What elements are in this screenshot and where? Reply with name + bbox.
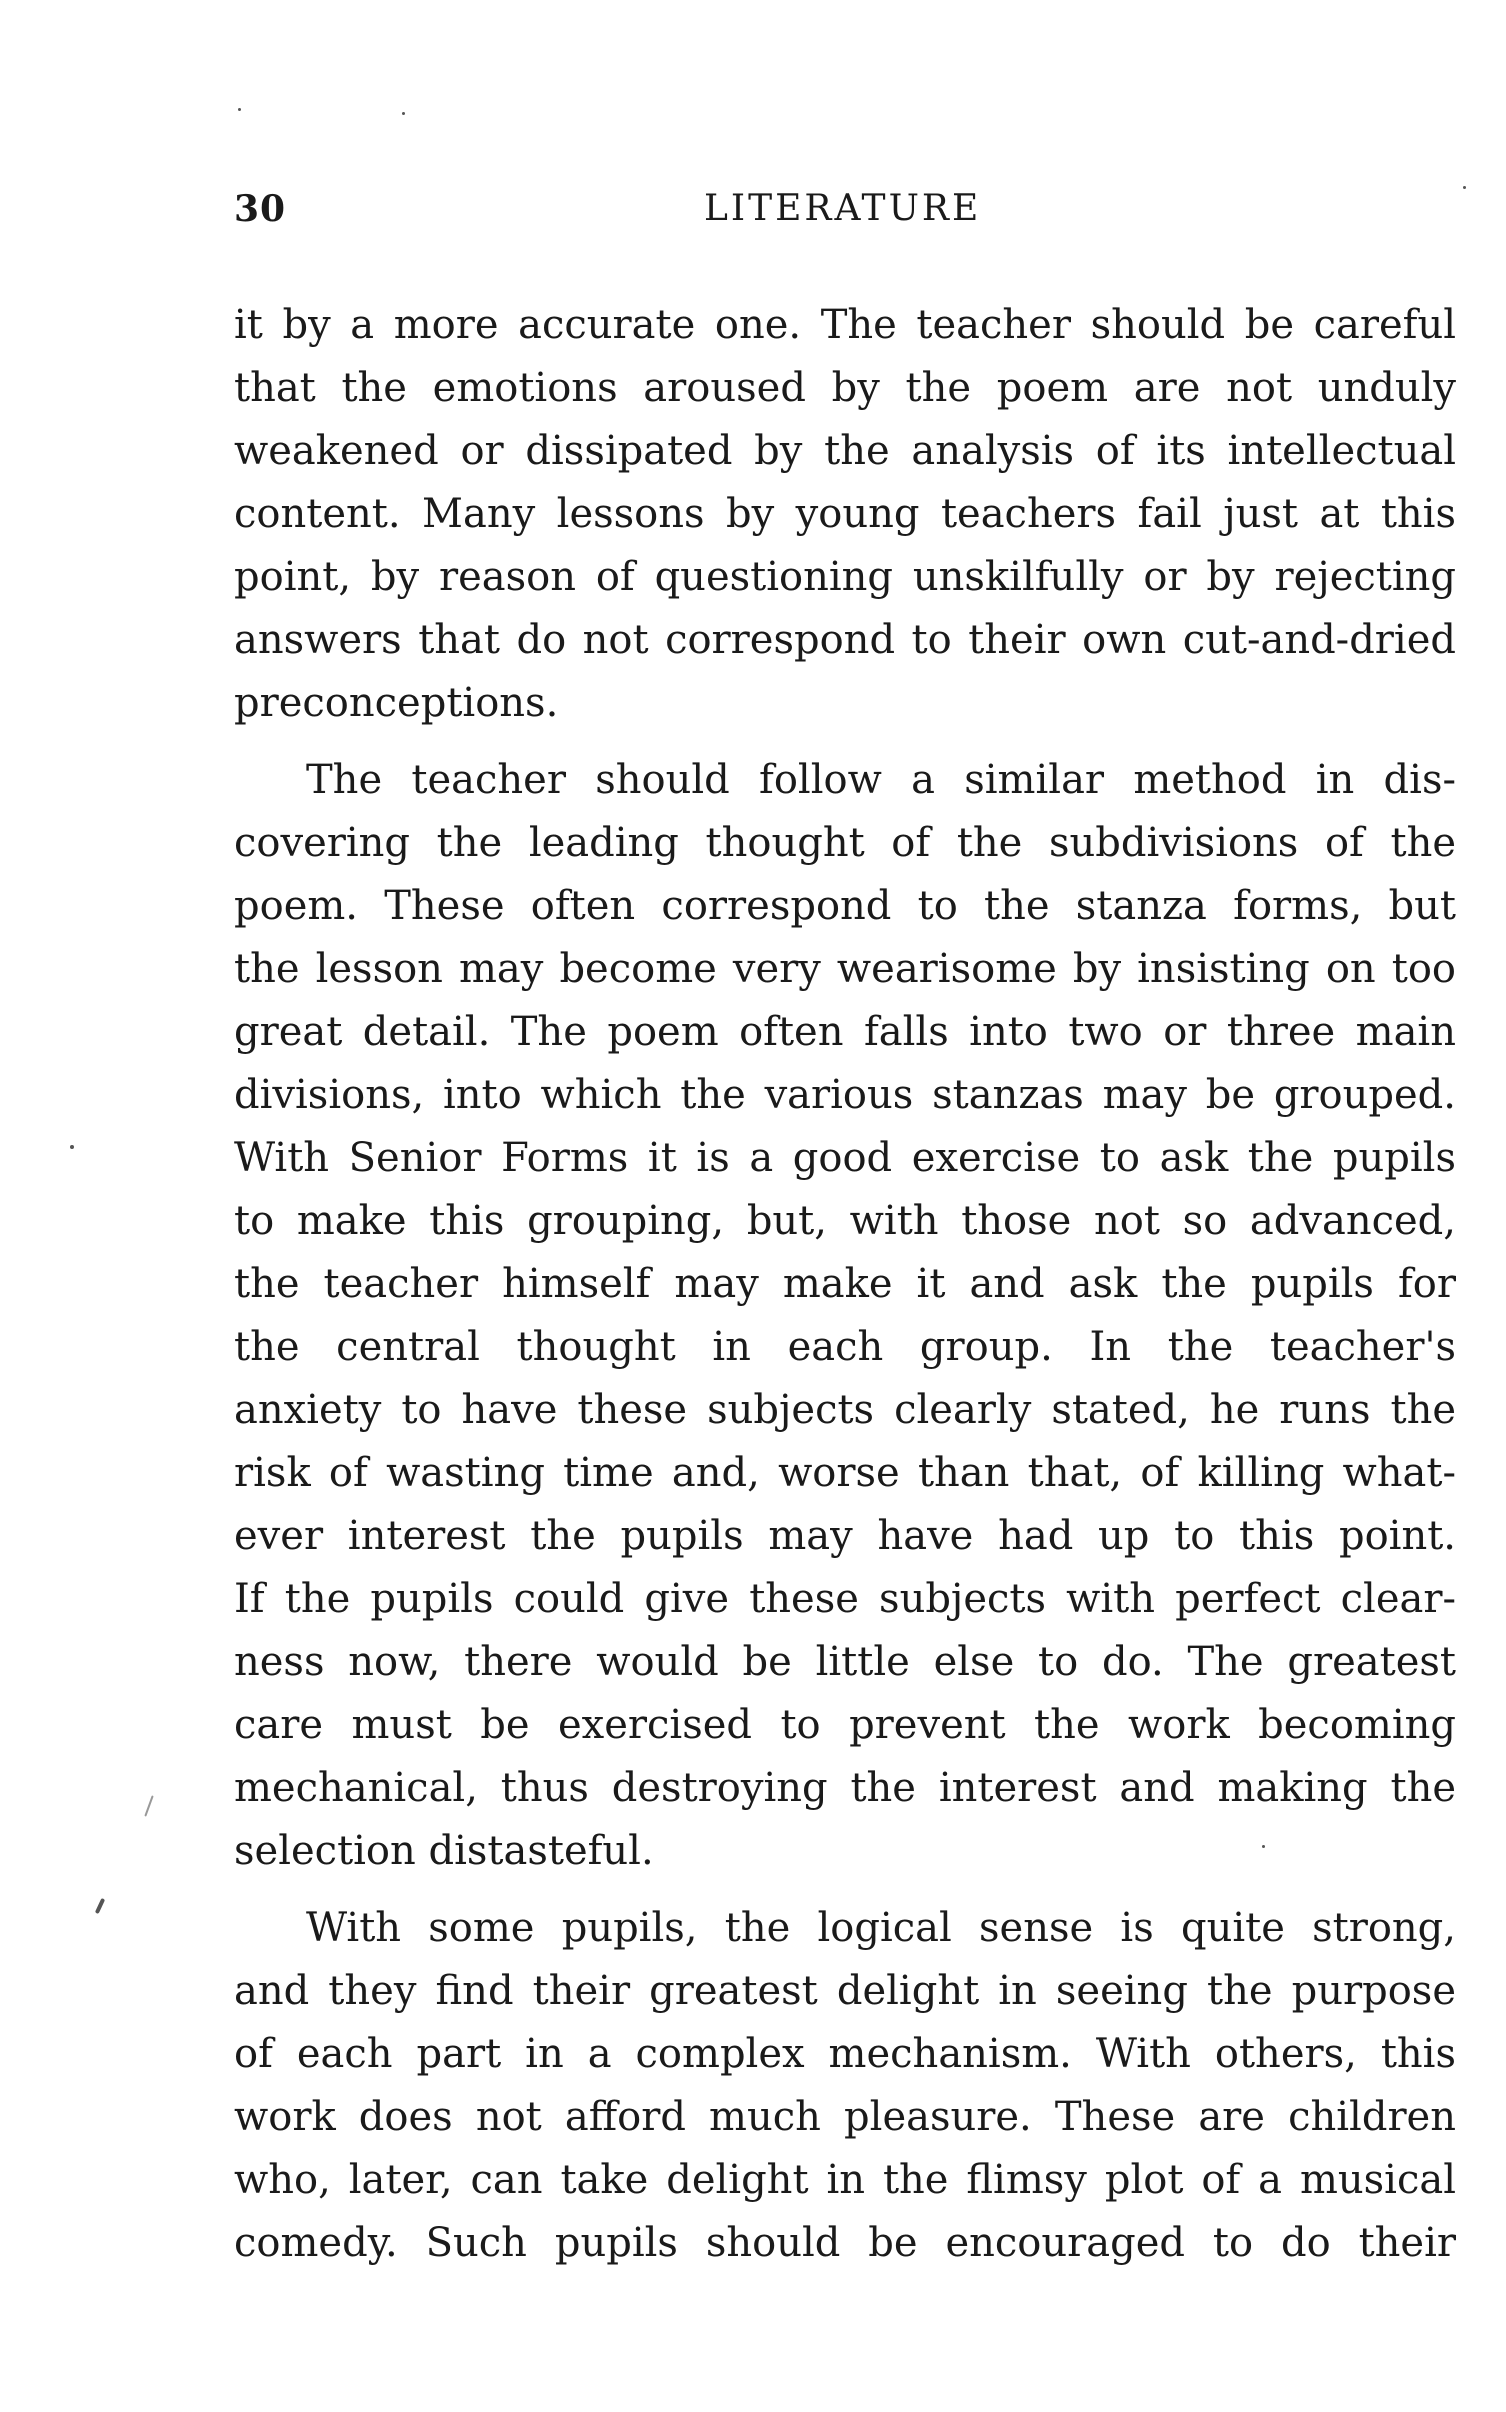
- text-line: great detail. The poem often falls into two or three main: [234, 1009, 1456, 1055]
- text-line: comedy. Such pupils should be encouraged to do their: [234, 2220, 1456, 2266]
- text-line: anxiety to have these subjects clearly stated, he runs the: [234, 1387, 1456, 1433]
- text-line: With some pupils, the logical sense is quite strong,: [306, 1905, 1456, 1951]
- text-line: and they find their greatest delight in seeing the purpose: [234, 1968, 1456, 2014]
- text-line: If the pupils could give these subjects with perfect clear-: [234, 1576, 1456, 1622]
- paragraph-1: [234, 294, 1456, 735]
- paragraph-3: [234, 1897, 1456, 2275]
- scan-speck: [70, 1145, 74, 1149]
- text-line: answers that do not correspond to their own cut-and-dried: [234, 617, 1456, 663]
- page-header: [234, 188, 1456, 238]
- scan-speck: [402, 112, 405, 115]
- scan-speck: [238, 108, 241, 111]
- text-line: it by a more accurate one. The teacher should be careful: [234, 302, 1456, 348]
- text-line: to make this grouping, but, with those not so advanced,: [234, 1198, 1456, 1244]
- body-text: [234, 294, 1456, 2275]
- text-line: selection distasteful.: [234, 1828, 654, 1874]
- text-line: the teacher himself may make it and ask the pupils for: [234, 1261, 1456, 1307]
- text-line: who, later, can take delight in the flimsy plot of a musical: [234, 2157, 1456, 2203]
- scan-speck: [95, 1898, 105, 1914]
- paragraph-2: [234, 749, 1456, 1883]
- text-line: care must be exercised to prevent the work becoming: [234, 1702, 1456, 1748]
- text-line: poem. These often correspond to the stanza forms, but: [234, 883, 1456, 929]
- text-line: divisions, into which the various stanzas may be grouped.: [234, 1072, 1456, 1118]
- text-line: mechanical, thus destroying the interest and making the: [234, 1765, 1456, 1811]
- text-line: ever interest the pupils may have had up to this point.: [234, 1513, 1456, 1559]
- scan-speck: [144, 1795, 153, 1816]
- text-line: that the emotions aroused by the poem are not unduly: [234, 365, 1456, 411]
- text-line: the lesson may become very wearisome by insisting on too: [234, 946, 1456, 992]
- text-line: covering the leading thought of the subdivisions of the: [234, 820, 1456, 866]
- running-head: LITERATURE: [704, 188, 982, 229]
- text-line: preconceptions.: [234, 680, 559, 726]
- page-number: 30: [234, 188, 287, 230]
- text-line: the central thought in each group. In the teacher's: [234, 1324, 1456, 1370]
- text-line: of each part in a complex mechanism. With others, this: [234, 2031, 1456, 2077]
- text-line: point, by reason of questioning unskilfully or by rejecting: [234, 554, 1456, 600]
- paragraph-gap: [234, 735, 1456, 749]
- paragraph-gap: [234, 1883, 1456, 1897]
- text-line: risk of wasting time and, worse than that, of killing what-: [234, 1450, 1456, 1496]
- text-line: The teacher should follow a similar method in dis-: [306, 757, 1456, 803]
- text-line: work does not afford much pleasure. These are children: [234, 2094, 1456, 2140]
- scan-speck: [1262, 1845, 1265, 1848]
- text-line: With Senior Forms it is a good exercise to ask the pupils: [234, 1135, 1456, 1181]
- scan-speck: [1463, 186, 1466, 189]
- text-line: content. Many lessons by young teachers fail just at this: [234, 491, 1456, 537]
- text-line: weakened or dissipated by the analysis of its intellectual: [234, 428, 1456, 474]
- text-line: ness now, there would be little else to do. The greatest: [234, 1639, 1456, 1685]
